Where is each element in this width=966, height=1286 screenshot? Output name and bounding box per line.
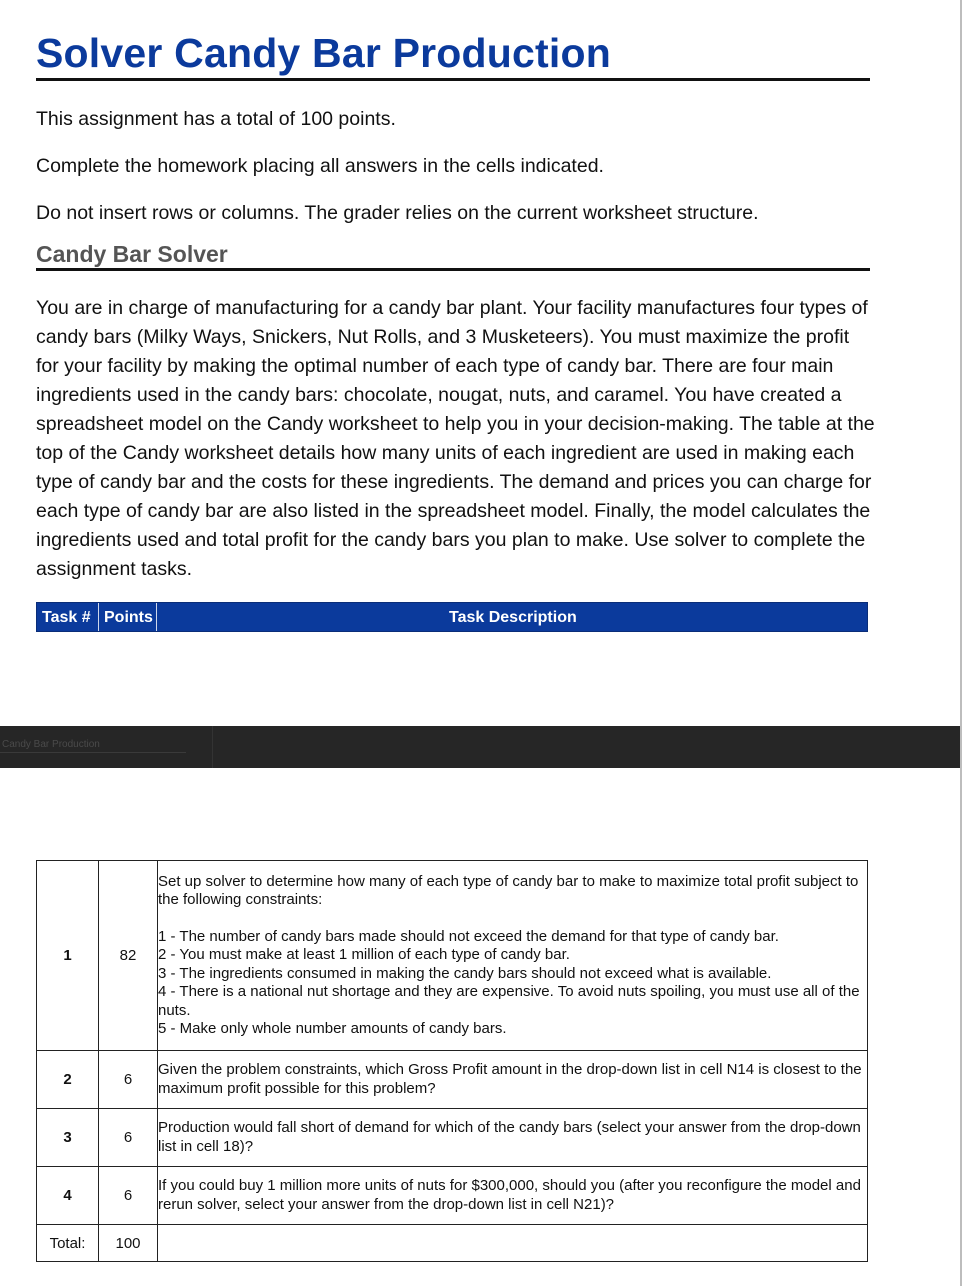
constraint-item: 2 - You must make at least 1 million of each type of candy bar. xyxy=(158,946,570,963)
toolbar-divider xyxy=(212,726,213,768)
constraint-item: 3 - The ingredients consumed in making the candy bars should not exceed what is available. xyxy=(158,964,772,982)
section-title: Candy Bar Solver xyxy=(36,241,228,267)
page-title: Solver Candy Bar Production xyxy=(36,30,611,76)
task-description: If you could buy 1 million more units of nuts for $300,000, should you (after you reconfigure the model and rerun solver, select your answer from the drop-down list in cell N21)? xyxy=(158,1167,868,1225)
task-table-header xyxy=(36,602,868,632)
task-points: 82 xyxy=(99,861,158,1051)
task-description: Given the problem constraints, which Gross Profit amount in the drop-down list in cell N14 is closest to the maximum profit possible for this problem? xyxy=(158,1051,868,1109)
constraint-item: 4 - There is a national nut shortage and they are expensive. To avoid nuts spoiling, you must use all of the nuts. xyxy=(158,983,860,1019)
title-underline xyxy=(36,78,870,81)
constraint-item: 1 - The number of candy bars made should not exceed the demand for that type of candy bar. xyxy=(158,927,779,945)
task-description: Production would fall short of demand for which of the candy bars (select your answer from the drop-down list in cell 18)? xyxy=(158,1109,868,1167)
section-underline xyxy=(36,268,870,271)
header-divider xyxy=(156,603,157,631)
intro-points: This assignment has a total of 100 points. xyxy=(36,108,396,130)
task-points: 6 xyxy=(99,1051,158,1109)
task-number: 1 xyxy=(37,861,99,1051)
intro-instructions: Complete the homework placing all answers in the cells indicated. xyxy=(36,155,604,177)
task-points: 6 xyxy=(99,1167,158,1225)
page-edge xyxy=(960,0,962,1286)
table-row xyxy=(37,1167,868,1225)
task-description xyxy=(158,861,868,1051)
task-number: 4 xyxy=(37,1167,99,1225)
table-row xyxy=(37,1051,868,1109)
total-points: 100 xyxy=(99,1225,158,1262)
task-table xyxy=(36,860,868,1262)
task-points: 6 xyxy=(99,1109,158,1167)
total-label: Total: xyxy=(37,1225,99,1262)
header-task-number: Task # xyxy=(42,609,91,626)
header-points: Points xyxy=(104,609,153,626)
total-row xyxy=(37,1225,868,1262)
header-description: Task Description xyxy=(449,609,577,626)
sheet-tab-label[interactable]: Candy Bar Production xyxy=(2,739,100,750)
header-divider xyxy=(98,603,99,631)
intro-warning: Do not insert rows or columns. The grader relies on the current worksheet structure. xyxy=(36,202,759,224)
section-body: You are in charge of manufacturing for a candy bar plant. Your facility manufactures four types of candy bars (Milky Ways, Snickers, Nut Rolls, and 3 Musketeers). You must maximize the profit for your facility by making the optimal number of each type of candy bar. There are four main ingredients used in the candy bars: chocolate, nougat, nuts, and caramel. You have created a spreadsheet model on the Candy worksheet to help you in your decision-making. The table at the top of the Candy worksheet details how many units of each ingredient are used in making each type of candy bar and the costs for these ingredients. The demand and prices you can charge for each type of candy bar are also listed in the spreadsheet model. Finally, the model calculates the ingredients used and total profit for the candy bars you plan to make. Use solver to complete the assignment tasks. xyxy=(36,297,875,580)
task-number: 2 xyxy=(37,1051,99,1109)
task-number: 3 xyxy=(37,1109,99,1167)
task-lead: Set up solver to determine how many of each type of candy bar to make to maximize total profit subject to the following constraints: xyxy=(158,872,859,908)
sheet-tab-underline xyxy=(0,752,186,753)
total-empty-cell xyxy=(158,1225,868,1262)
constraint-item: 5 - Make only whole number amounts of candy bars. xyxy=(158,1020,507,1037)
viewer-toolbar-band xyxy=(0,726,960,768)
table-row xyxy=(37,1109,868,1167)
table-row xyxy=(37,861,868,1051)
